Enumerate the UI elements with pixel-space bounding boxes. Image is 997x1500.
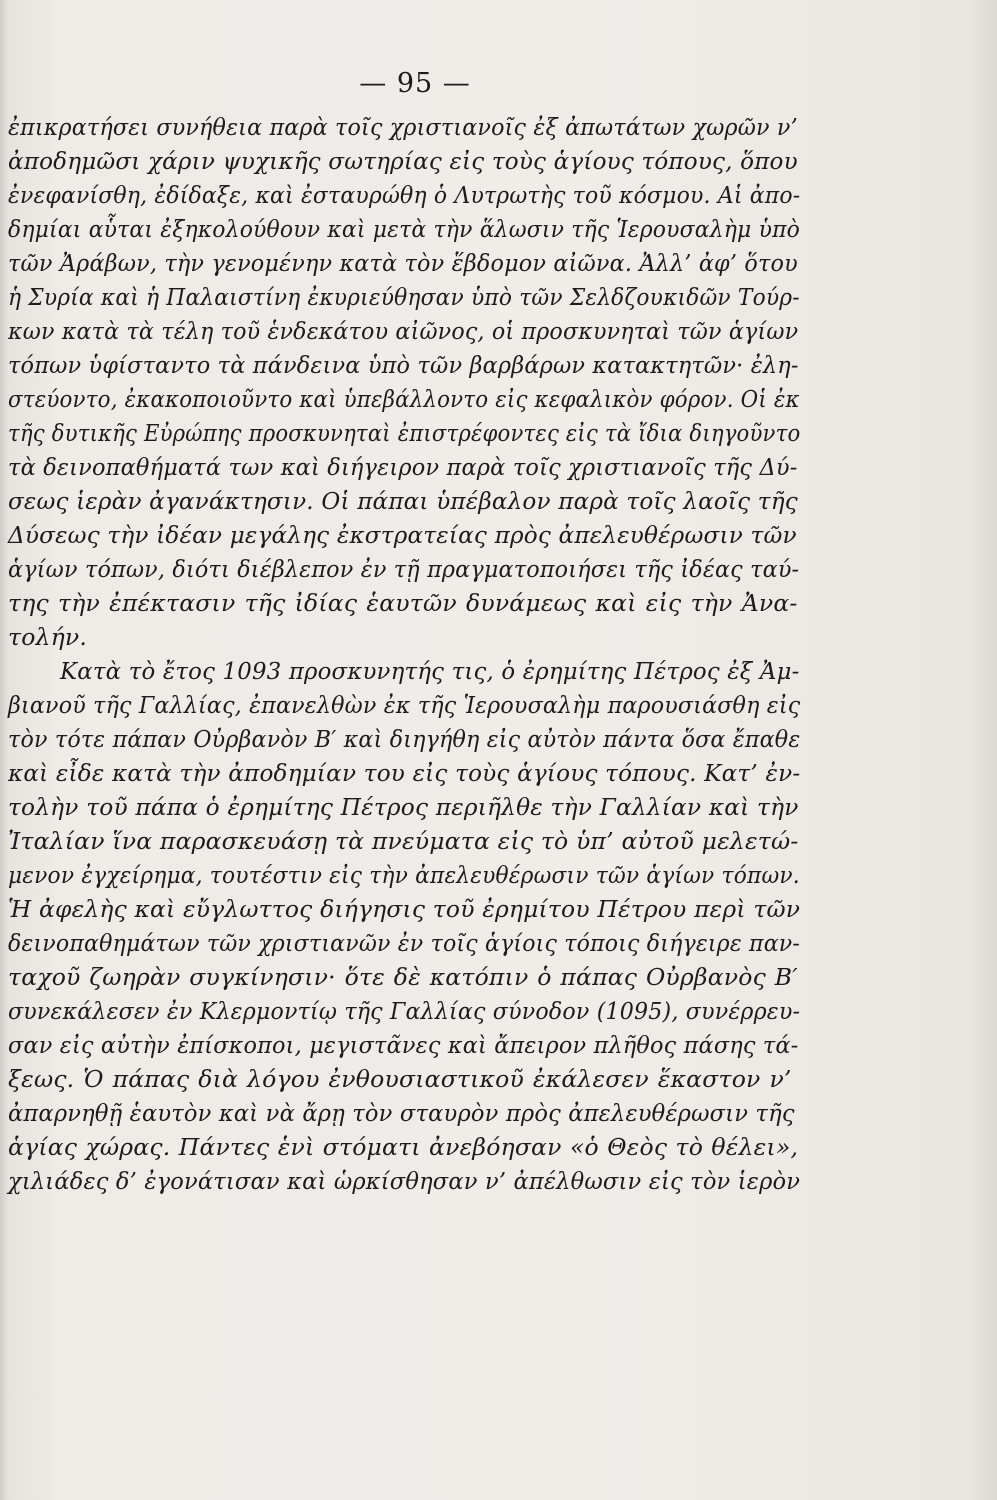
text-line: σαν εἰς αὐτὴν ἐπίσκοποι, μεγιστᾶνες καὶ ἄπειρον πλῆθος πάσης τά- [8,1031,799,1059]
text-line: κων κατὰ τὰ τέλη τοῦ ἑνδεκάτου αἰῶνος, οἱ προσκυνηταὶ τῶν ἁγίων [8,317,799,345]
text-line: συνεκάλεσεν ἐν Κλερμοντίῳ τῆς Γαλλίας σύνοδον (1095), συνέρρευ- [8,997,801,1025]
text-line: Κατὰ τὸ ἔτος 1093 προσκυνητής τις, ὁ ἐρημίτης Πέτρος ἐξ Ἀμ- [60,657,800,685]
text-line: Ἰταλίαν ἵνα παρασκευάσῃ τὰ πνεύματα εἰς τὸ ὑπ’ αὐτοῦ μελετώ- [8,827,799,855]
text-line: δημίαι αὗται ἐξηκολούθουν καὶ μετὰ τὴν ἅλωσιν τῆς Ἱερουσαλὴμ ὑπὸ [8,215,801,243]
text-line: ἐνεφανίσθη, ἐδίδαξε, καὶ ἐσταυρώθη ὁ Λυτρωτὴς τοῦ κόσμου. Αἱ ἀπο- [8,181,801,209]
text-line: ξεως. Ὁ πάπας διὰ λόγου ἐνθουσιαστικοῦ ἐκάλεσεν ἕκαστον ν’ [8,1065,792,1093]
text-line: ἀποδημῶσι χάριν ψυχικῆς σωτηρίας εἰς τοὺς ἁγίους τόπους, ὅπου [8,147,798,175]
text-line: σεως ἱερὰν ἀγανάκτησιν. Οἱ πάπαι ὑπέβαλον παρὰ τοῖς λαοῖς τῆς [8,487,798,515]
text-line: Ἡ ἀφελὴς καὶ εὔγλωττος διήγησις τοῦ ἐρημίτου Πέτρου περὶ τῶν [8,895,801,923]
text-line: μενον ἐγχείρημα, τουτέστιν εἰς τὴν ἀπελευθέρωσιν τῶν ἁγίων τόπων. [8,861,800,889]
text-line: τῶν Ἀράβων, τὴν γενομένην κατὰ τὸν ἕβδομον αἰῶνα. Ἀλλ’ ἀφ’ ὅτου [8,249,798,277]
text-line: ἁγίας χώρας. Πάντες ἑνὶ στόματι ἀνεβόησαν «ὁ Θεὸς τὸ θέλει», [8,1133,799,1161]
text-line: τῆς δυτικῆς Εὐρώπης προσκυνηταὶ ἐπιστρέφοντες εἰς τὰ ἴδια διηγοῦντο [8,419,801,447]
text-line: χιλιάδες δ’ ἐγονάτισαν καὶ ὡρκίσθησαν ν’ ἀπέλθωσιν εἰς τὸν ἱερὸν [8,1167,801,1195]
text-line: τόπων ὑφίσταντο τὰ πάνδεινα ὑπὸ τῶν βαρβάρων κατακτητῶν· ἐλη- [8,351,799,379]
text-line: Δύσεως τὴν ἰδέαν μεγάλης ἐκστρατείας πρὸς ἀπελευθέρωσιν τῶν [8,521,797,549]
page-left-edge-shadow [0,0,8,1500]
page-number: — 95 — [359,68,471,99]
text-line: στεύοντο, ἐκακοποιοῦντο καὶ ὑπεβάλλοντο εἰς κεφαλικὸν φόρον. Οἱ ἐκ [8,385,800,413]
text-line: βιανοῦ τῆς Γαλλίας, ἐπανελθὼν ἐκ τῆς Ἱερουσαλὴμ παρουσιάσθη εἰς [8,691,801,719]
text-line: τὸν τότε πάπαν Οὐρβανὸν Β′ καὶ διηγήθη εἰς αὐτὸν πάντα ὅσα ἔπαθε [8,725,801,753]
text-line: ἁγίων τόπων, διότι διέβλεπον ἐν τῇ πραγματοποιήσει τῆς ἰδέας ταύ- [8,555,800,583]
text-line: της τὴν ἐπέκτασιν τῆς ἰδίας ἑαυτῶν δυνάμεως καὶ εἰς τὴν Ἀνα- [8,589,798,617]
text-line: καὶ εἶδε κατὰ τὴν ἀποδημίαν του εἰς τοὺς ἁγίους τόπους. Κατ’ ἐν- [8,759,801,787]
text-line: τὰ δεινοπαθήματά των καὶ διήγειρον παρὰ τοῖς χριστιανοῖς τῆς Δύ- [8,453,798,481]
text-line: τολὴν τοῦ πάπα ὁ ἐρημίτης Πέτρος περιῆλθε τὴν Γαλλίαν καὶ τὴν [8,793,799,821]
text-line: ἡ Συρία καὶ ἡ Παλαιστίνη ἐκυριεύθησαν ὑπὸ τῶν Σελδζουκιδῶν Τούρ- [8,283,800,311]
text-line: τολήν. [8,623,88,651]
text-line: ἐπικρατήσει συνήθεια παρὰ τοῖς χριστιανοῖς ἐξ ἀπωτάτων χωρῶν ν’ [8,113,798,141]
text-line: ἀπαρνηθῇ ἑαυτὸν καὶ νὰ ἄρῃ τὸν σταυρὸν πρὸς ἀπελευθέρωσιν τῆς [8,1099,795,1127]
text-line: δεινοπαθημάτων τῶν χριστιανῶν ἐν τοῖς ἁγίοις τόποις διήγειρε παν- [8,929,801,957]
page-right-edge-shadow [969,0,997,1500]
text-line: ταχοῦ ζωηρὰν συγκίνησιν· ὅτε δὲ κατόπιν ὁ πάπας Οὐρβανὸς Β′ [8,963,798,991]
